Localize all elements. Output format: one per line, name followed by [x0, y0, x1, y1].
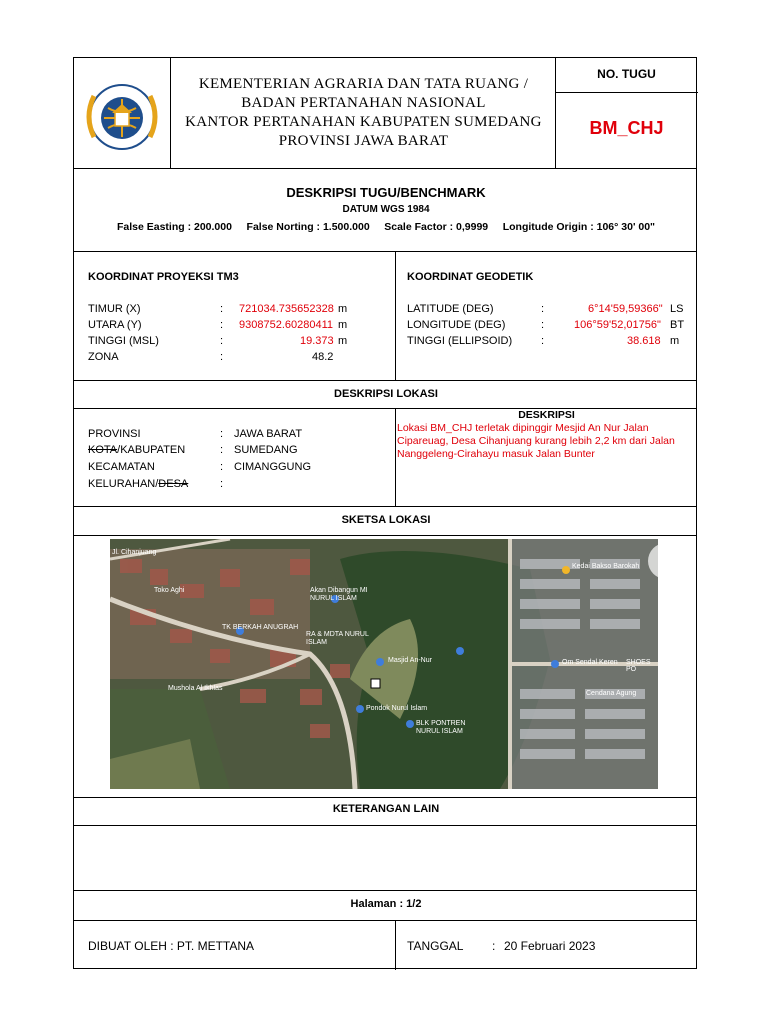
map-label: Mushola Al Ikhlas	[168, 685, 223, 692]
divider	[74, 797, 696, 798]
description-title: DESKRIPSI TUGU/BENCHMARK	[286, 185, 486, 200]
map-label: SHOES PO	[626, 659, 651, 673]
divider	[74, 506, 696, 507]
tugu-value: BM_CHJ	[589, 118, 664, 138]
divider	[74, 380, 696, 381]
divider	[395, 408, 396, 506]
divider	[74, 168, 696, 169]
map-label: Pondok Nurul Islam	[366, 705, 428, 712]
divider	[74, 825, 696, 826]
satellite-map	[110, 539, 658, 789]
tugu-label: NO. TUGU	[597, 67, 656, 81]
divider	[74, 890, 696, 891]
province-title: PROVINSI JAWA BARAT	[278, 133, 449, 149]
ministry-title: KEMENTERIAN AGRARIA DAN TATA RUANG /	[198, 76, 529, 92]
divider	[555, 92, 698, 93]
datum-text: DATUM WGS 1984	[342, 204, 430, 215]
other-title: KETERANGAN LAIN	[332, 803, 440, 815]
map-label: TK BERKAH ANUGRAH	[222, 624, 299, 631]
divider	[395, 920, 396, 970]
map-label: Jl. Cihanjuang	[112, 549, 157, 556]
location-title: DESKRIPSI LOKASI	[334, 388, 438, 400]
divider	[74, 920, 696, 921]
map-label: Masjid An-Nur	[388, 657, 432, 664]
map-label: RA & MDTA NURUL ISLAM	[306, 631, 369, 646]
map-label: Om Sendal Keren	[562, 659, 618, 666]
office-title: KANTOR PERTANAHAN KABUPATEN SUMEDANG	[185, 114, 542, 130]
bpn-logo	[78, 82, 166, 152]
map-label: Cendana Agung	[586, 690, 637, 697]
divider	[170, 58, 171, 168]
sketch-title: SKETSA LOKASI	[341, 514, 431, 526]
divider	[74, 251, 696, 252]
tm3-title: KOORDINAT PROYEKSI TM3	[88, 271, 239, 283]
agency-title: BADAN PERTANAHAN NASIONAL	[241, 95, 486, 111]
map-label: BLK PONTREN NURUL ISLAM	[416, 720, 466, 735]
geodetic-title: KOORDINAT GEODETIK	[407, 271, 534, 283]
date-label: TANGGAL	[407, 939, 464, 953]
made-by: DIBUAT OLEH : PT. METTANA	[88, 939, 255, 953]
date-separator: :	[492, 939, 496, 953]
location-description: Lokasi BM_CHJ terletak dipinggir Mesjid An Nur Jalan Cipareuag, Desa Cihanjuang kurang lebih 2,2 km dari Jalan Nanggeleng-Cirahayu masuk Jalan Bunter	[397, 422, 675, 460]
divider	[395, 251, 396, 380]
map-label: Akan Dibangun MI NURUL ISLAM	[310, 587, 368, 602]
benchmark-form: KEMENTERIAN AGRARIA DAN TATA RUANG / BADAN PERTANAHAN NASIONAL KANTOR PERTANAHAN KABUPATEN SUMEDANG PROVINSI JAWA BARAT NO. TUGU BM_CHJ DESKRIPSI TUGU/BENCHMARK DATUM WGS 1984 False Easting : 200.000 False Norting : 1.500.000 Scale Factor : 0,9999 Longitude Origin : 106° 30' 00" KOORDINAT PROYEKSI TM3 TIMUR (X) : 721034.735652328 m UTARA (Y) : 9308752.60280411 m TINGGI (MSL) : 19.373 m ZONA : 48.2 KOORDINAT GEODETIK LATITUDE (DEG) : 6°14'59,59366" LS LONGITUDE (DEG) : 106°59'52,01756" BT TINGGI (ELLIPSOID) : 38.618 m DESKRIPSI LOKASI PROVINSI : JAWA BARAT KOTA/KABUPATEN : SUMEDANG KECAMATAN : CIMANGGUNG KELURAHAN/DESA : DESKRIPSI Lokasi BM_CHJ terletak dipinggir Mesjid An Nur Jalan Cipareuag, Desa Cihanjuang kurang lebih 2,2 km dari Jalan Nanggeleng-Cirahayu masuk Jalan Bunter SKETSA LOKASI Jl. Cihanjuang Toko Aghi Akan Dibangun MI NURUL ISLAM TK BERKAH ANUGRAH RA & MDTA NURUL ISLAM Masjid An-Nur Mushola Al Ikhlas Pondok Nurul Islam BLK PONTREN NURUL ISLAM Kedai Bakso Barokah Om Sendal Keren SHOES PO Cendana Agung KETERANGAN LAIN Halaman : 1/2 DIBUAT OLEH : PT. METTANA TANGGAL : 20 Februari 2023	[73, 57, 697, 969]
page-number: Halaman : 1/2	[350, 898, 422, 910]
map-label: Kedai Bakso Barokah	[572, 563, 640, 570]
divider	[74, 535, 696, 536]
desc-title: DESKRIPSI	[518, 409, 575, 421]
date-value: 20 Februari 2023	[504, 939, 596, 953]
map-label: Toko Aghi	[154, 587, 185, 594]
projection-params: False Easting : 200.000 False Norting : 1.500.000 Scale Factor : 0,9999 Longitude Origin : 106° 30' 00"	[116, 221, 656, 233]
